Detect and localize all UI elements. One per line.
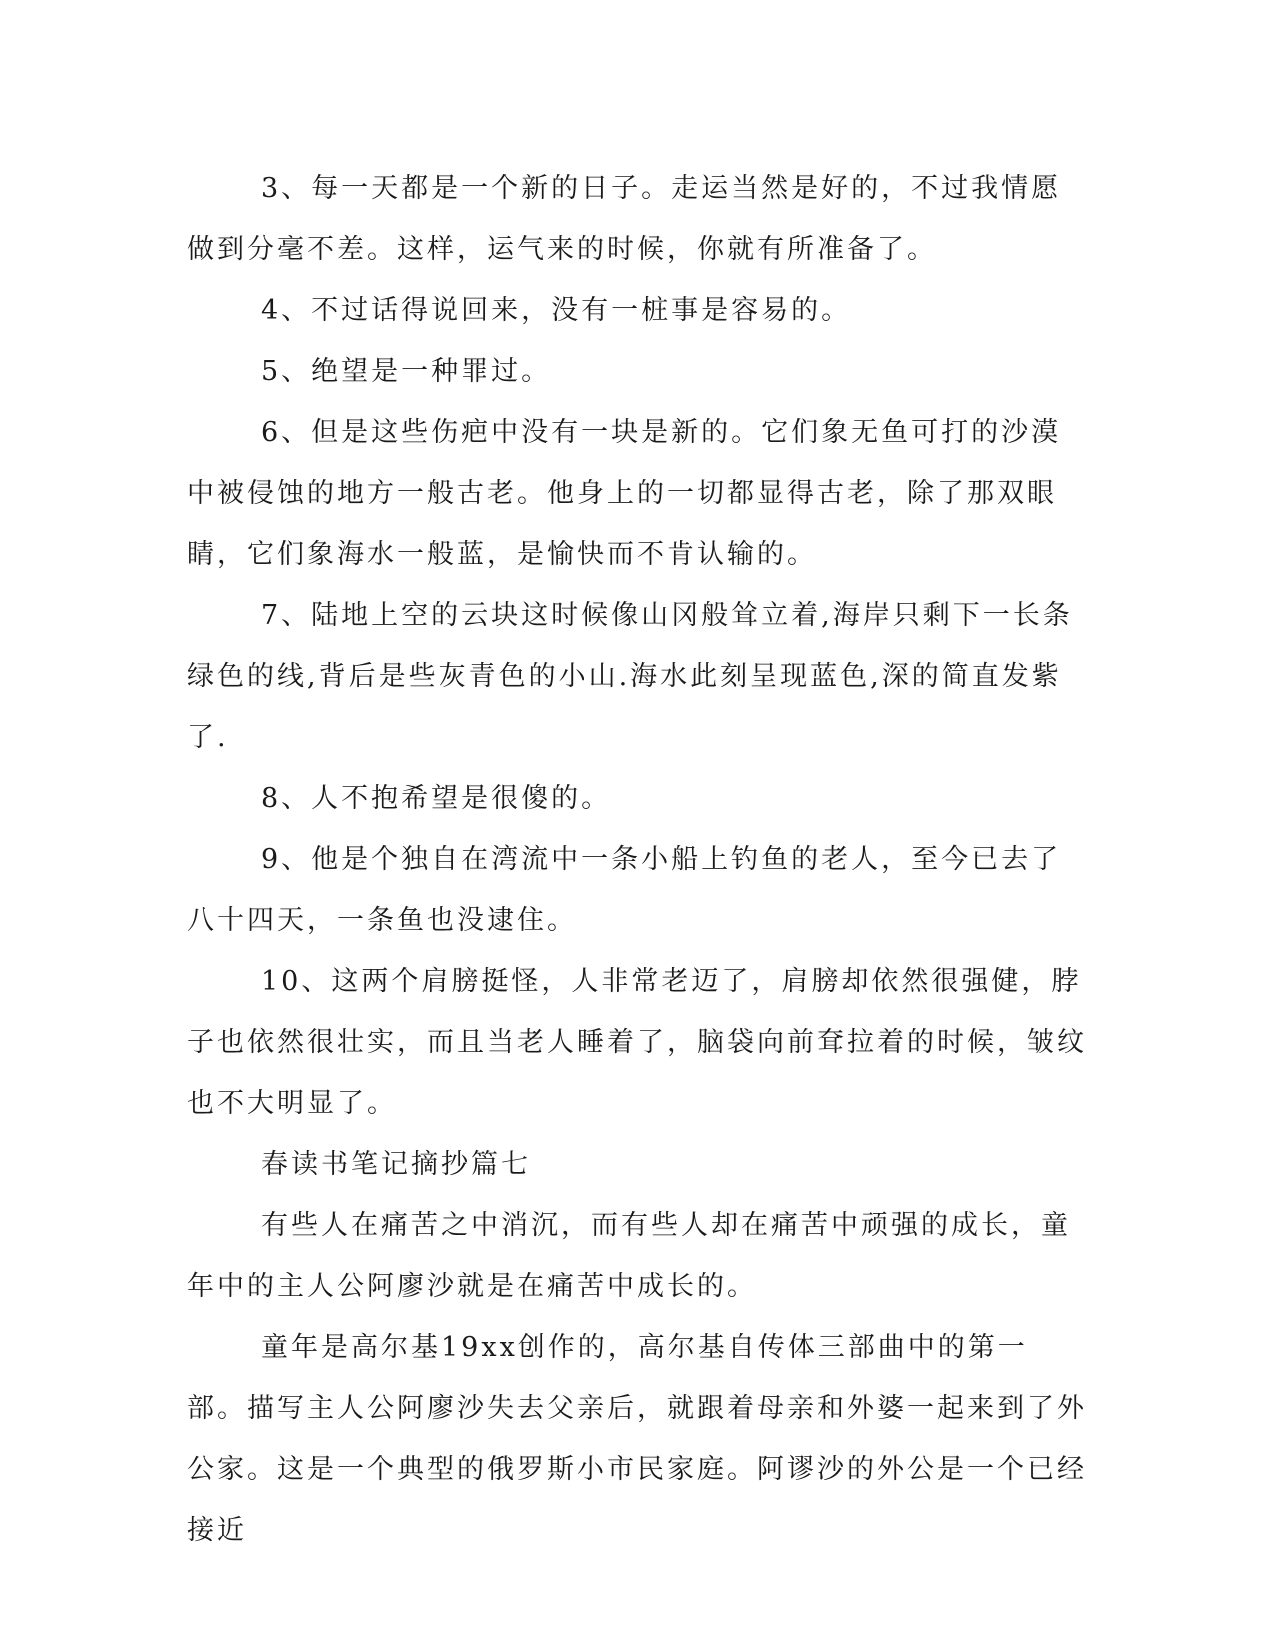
quote-4: 4、不过话得说回来，没有一桩事是容易的。 (261, 295, 852, 326)
quote-6: 6、但是这些伤疤中没有一块是新的。它们象无鱼可打的沙漠中被侵蚀的地方一般古老。他身上的一切都显得古老，除了那双眼睛，它们象海水一般蓝，是愉快而不肯认输的。 (187, 417, 1062, 570)
document-body (187, 158, 1087, 1561)
body-paragraph: 童年是高尔基19xx创作的，高尔基自传体三部曲中的第一部。描写主人公阿廖沙失去父亲后，就跟着母亲和外婆一起来到了外公家。这是一个典型的俄罗斯小市民家庭。阿谬沙的外公是一个已经接近 (187, 1332, 1087, 1546)
quote-9: 9、他是个独自在湾流中一条小船上钓鱼的老人，至今已去了八十四天，一条鱼也没逮住。 (187, 844, 1062, 936)
quote-8: 8、人不抱希望是很傻的。 (261, 783, 612, 814)
quote-7: 7、陆地上空的云块这时候像山冈般耸立着,海岸只剩下一长条绿色的线,背后是些灰青色的小山.海水此刻呈现蓝色,深的简直发紫了. (187, 600, 1073, 753)
section-heading: 春读书笔记摘抄篇七 (261, 1149, 531, 1180)
quote-5: 5、绝望是一种罪过。 (261, 356, 552, 387)
body-paragraph: 有些人在痛苦之中消沉，而有些人却在痛苦中顽强的成长，童年中的主人公阿廖沙就是在痛苦中成长的。 (187, 1210, 1071, 1302)
quote-10: 10、这两个肩膀挺怪，人非常老迈了，肩膀却依然很强健，脖子也依然很壮实，而且当老人睡着了，脑袋向前耷拉着的时候，皱纹也不大明显了。 (187, 966, 1087, 1119)
quote-3: 3、每一天都是一个新的日子。走运当然是好的，不过我情愿做到分毫不差。这样，运气来的时候，你就有所准备了。 (187, 173, 1062, 265)
